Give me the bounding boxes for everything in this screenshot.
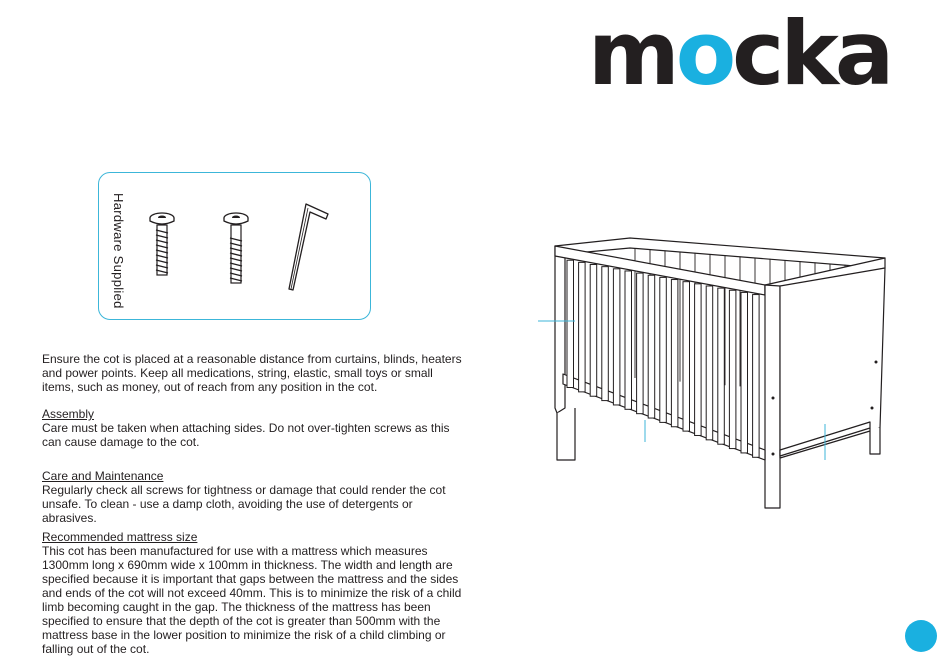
assembly-body: Care must be taken when attaching sides. Do not over-tighten screws as this can cause damage to the cot.: [42, 421, 450, 449]
intro-text: [42, 352, 467, 394]
intro-paragraph: Ensure the cot is placed at a reasonable distance from curtains, blinds, heaters and power points. Keep all medications, string, elastic, small toys or small items, such as money, out of reach from any position in the cot.: [42, 352, 462, 394]
logo-cka: cka: [732, 2, 891, 105]
care-section: [42, 469, 467, 525]
cot-illustration: [535, 228, 895, 518]
mattress-body: This cot has been manufactured for use with a mattress which measures 1300mm long x 690mm wide x 100mm in thickness. The width and length are specified because it is important that gaps between the mattress and the sides and ends of the cot will not exceed 40mm. This is to minimize the risk of a child limb becoming caught in the gap. The thickness of the mattress has been specified to ensure that the depth of the cot is greater than 500mm with the mattress base in the lower position to minimize the risk of a child climbing or falling out of the cot.: [42, 544, 462, 656]
screw-icon: [146, 208, 178, 280]
logo-o: o: [675, 2, 733, 105]
assembly-section: [42, 407, 467, 449]
page-marker-dot: [905, 620, 937, 652]
care-body: Regularly check all screws for tightness or damage that could render the cot unsafe. To clean - use a damp cloth, avoiding the use of detergents or abrasives.: [42, 483, 446, 525]
allen-key-icon: [286, 200, 334, 294]
care-heading: Care and Maintenance: [42, 469, 164, 483]
assembly-heading: Assembly: [42, 407, 95, 421]
long-screw-icon: [220, 208, 252, 288]
mattress-section: [42, 530, 467, 656]
mattress-heading: Recommended mattress size: [42, 530, 198, 544]
logo-m: m: [588, 2, 676, 105]
hardware-supplied-label: Hardware Supplied: [111, 193, 126, 309]
mocka-logo: [588, 2, 891, 105]
